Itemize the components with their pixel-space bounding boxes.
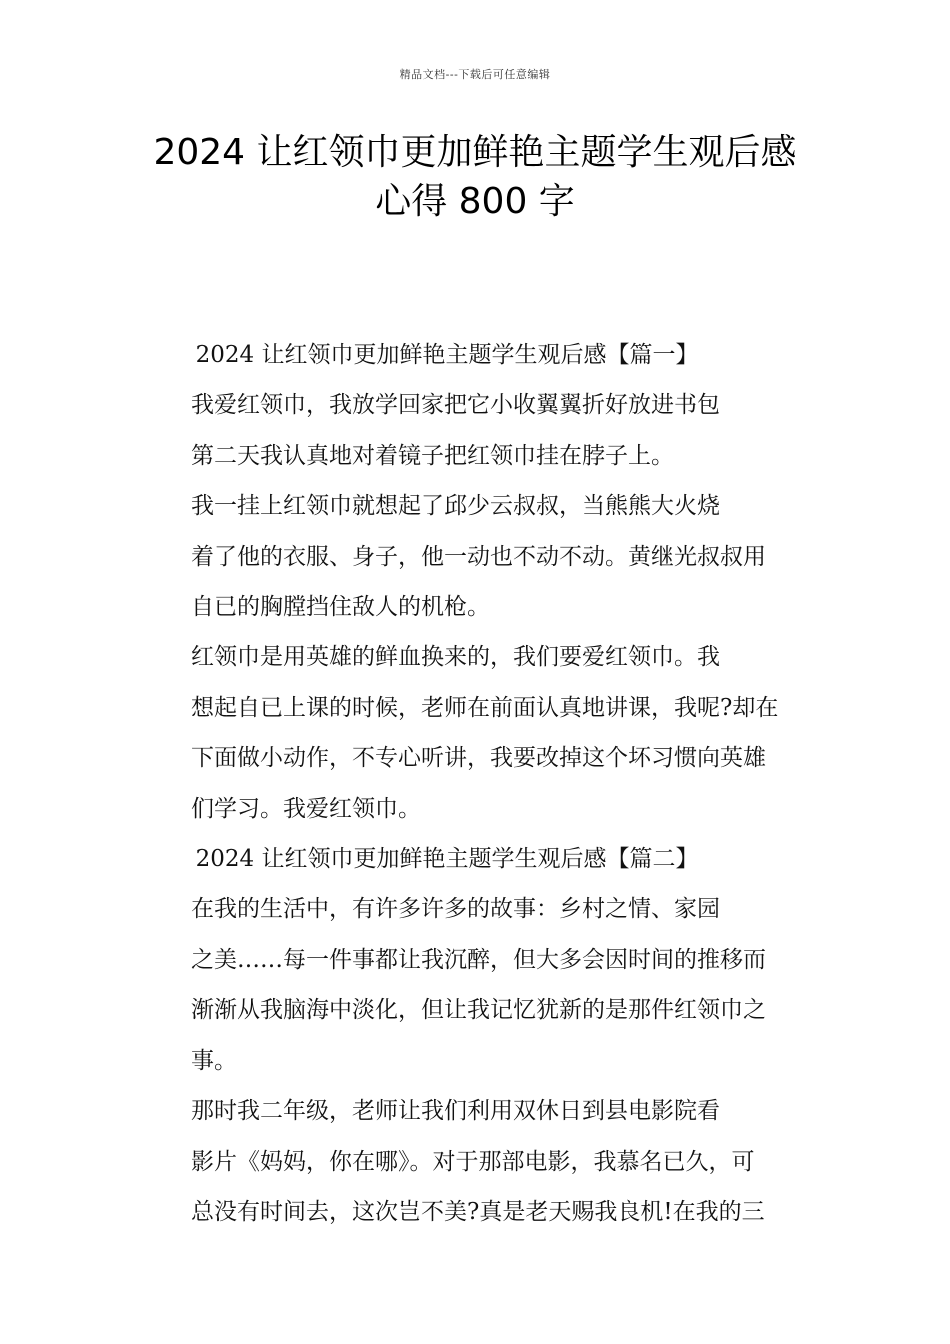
paragraph-line: 2024 让红领巾更加鲜艳主题学生观后感【篇一】: [195, 342, 699, 368]
section-heading: [145, 834, 805, 884]
paragraph-line: 下面做小动作，不专心听讲，我要改掉这个坏习惯向英雄: [191, 745, 766, 772]
document-title: [120, 128, 830, 226]
paragraph-line: 想起自已上课的时候，老师在前面认真地讲课，我呢?却在: [191, 694, 779, 721]
paragraph-line: 第二天我认真地对着镜子把红领巾挂在脖子上。: [191, 442, 674, 469]
paragraph-line: 那时我二年级，老师让我们利用双休日到县电影院看: [191, 1098, 720, 1125]
body-paragraph: [145, 1086, 805, 1237]
body-paragraph: [145, 481, 805, 632]
body-paragraph: [145, 884, 805, 1086]
paragraph-line: 事。: [191, 1047, 237, 1074]
body-paragraph: [145, 380, 805, 481]
paragraph-line: 渐渐从我脑海中淡化，但让我记忆犹新的是那件红领巾之: [191, 997, 766, 1024]
title-line-2: 心得 800 字: [375, 181, 575, 222]
paragraph-line: 2024 让红领巾更加鲜艳主题学生观后感【篇二】: [195, 846, 699, 873]
paragraph-line: 们学习。我爱红领巾。: [191, 795, 421, 822]
section-heading: [145, 330, 805, 380]
paragraph-line: 着了他的衣服、身子，他一动也不动不动。黄继光叔叔用: [191, 543, 766, 570]
paragraph-line: 之美……每一件事都让我沉醉，但大多会因时间的推移而: [191, 946, 766, 973]
paragraph-line: 在我的生活中，有许多许多的故事：乡村之情、家园: [191, 896, 720, 923]
document-body: [145, 330, 805, 1237]
body-paragraph: [145, 632, 805, 834]
title-line-1: 2024 让红领巾更加鲜艳主题学生观后感: [153, 132, 797, 173]
paragraph-line: 我爱红领巾，我放学回家把它小收翼翼折好放进书包: [191, 392, 720, 419]
paragraph-line: 自已的胸膛挡住敌人的机枪。: [191, 594, 490, 621]
paragraph-line: 总没有时间去，这次岂不美?真是老天赐我良机!在我的三: [191, 1198, 765, 1225]
paragraph-line: 红领巾是用英雄的鲜血换来的，我们要爱红领巾。我: [191, 644, 720, 671]
paragraph-line: 影片《妈妈，你在哪》。对于那部电影，我慕名已久，可: [191, 1148, 755, 1175]
paragraph-line: 我一挂上红领巾就想起了邱少云叔叔，当熊熊大火烧: [191, 493, 720, 520]
header-note: 精品文档---下载后可任意编辑: [399, 68, 551, 81]
